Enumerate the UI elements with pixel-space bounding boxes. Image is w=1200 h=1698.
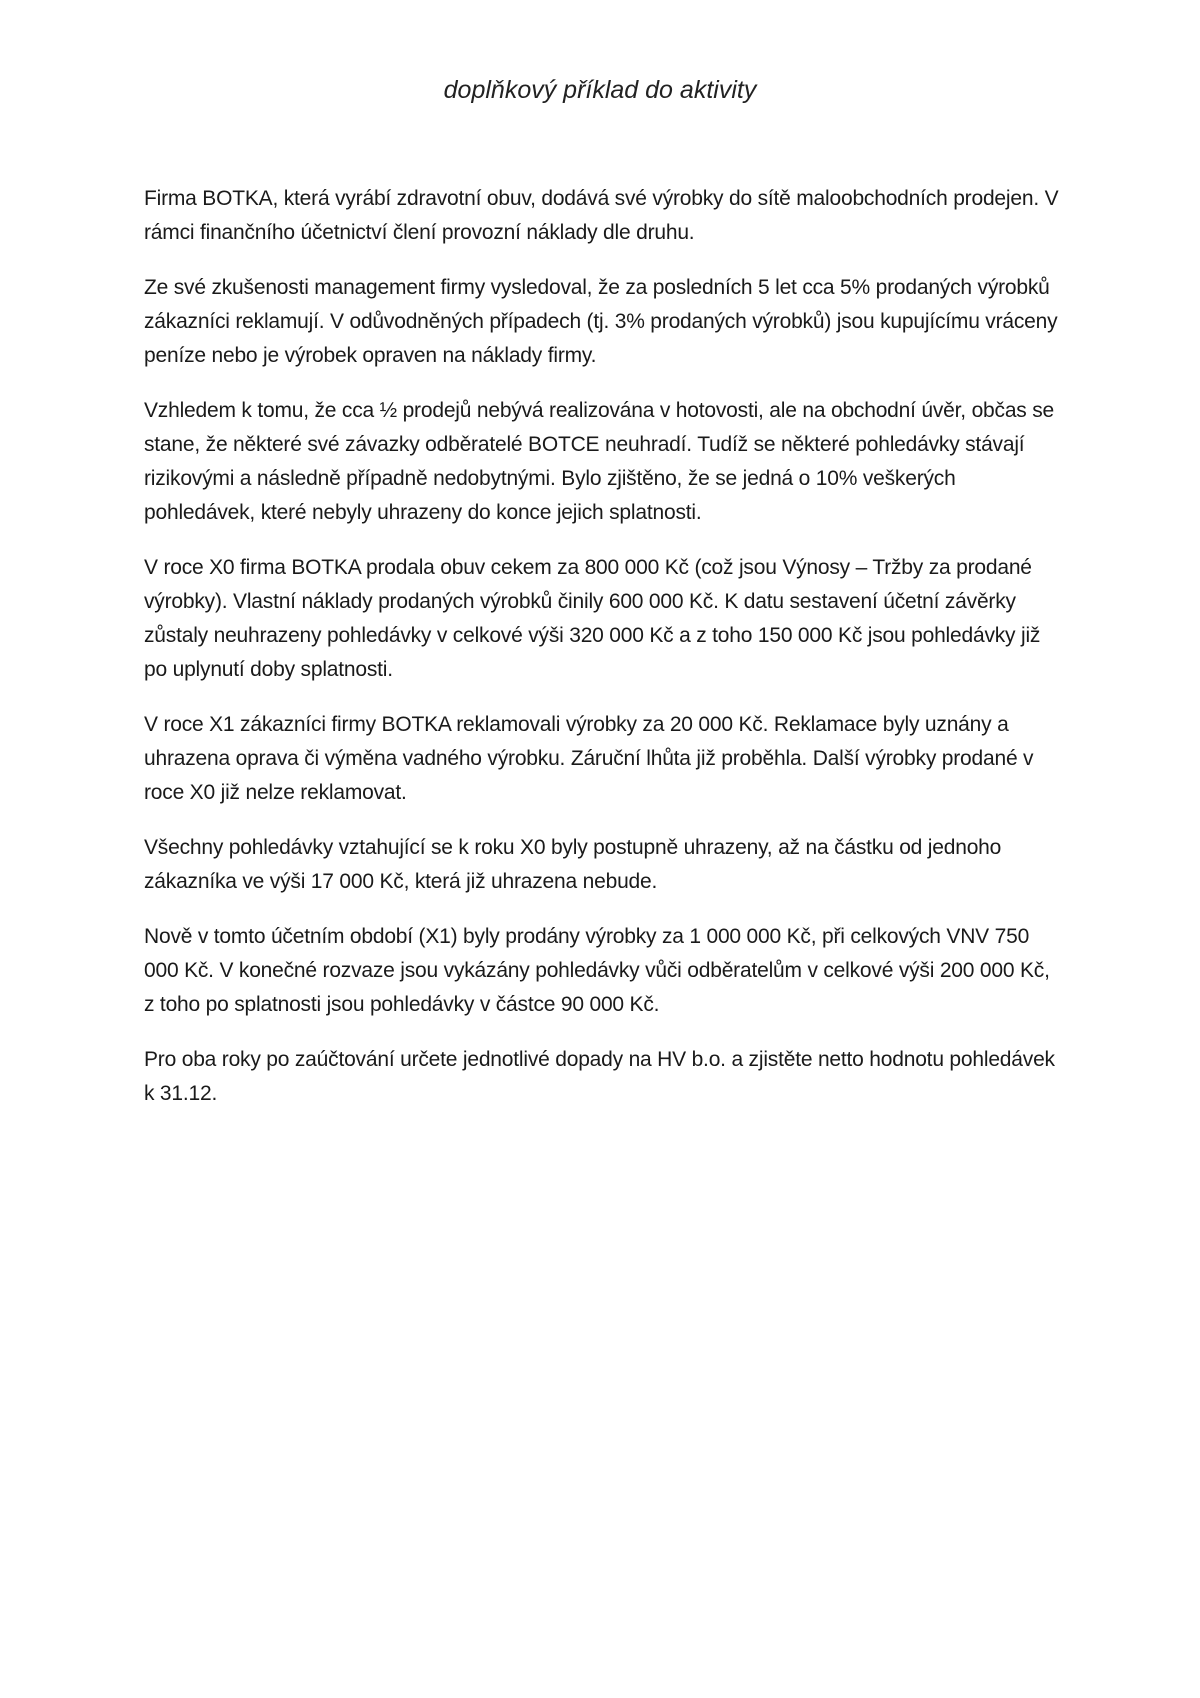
paragraph-year-x0: V roce X0 firma BOTKA prodala obuv cekem za 800 000 Kč (což jsou Výnosy – Tržby za prodané výrobky). Vlastní náklady prodaných výrobků činily 600 000 Kč. K datu sestavení účetní závěrky zůstaly neuhrazeny pohledávky v celkové výši 320 000 Kč a z toho 150 000 Kč jsou pohledávky již po uplynutí doby splatnosti. bbox=[144, 556, 1041, 681]
document-title: doplňkový příklad do aktivity bbox=[443, 76, 757, 104]
paragraph-complaints: Ze své zkušenosti management firmy vysledoval, že za posledních 5 let cca 5% prodaných výrobků zákazníci reklamují. V odůvodněných případech (tj. 3% prodaných výrobků) jsou kupujícímu vráceny peníze nebo je výrobek opraven na náklady firmy. bbox=[144, 276, 1058, 367]
paragraph-receivables-risk: Vzhledem k tomu, že cca ½ prodejů nebývá realizována v hotovosti, ale na obchodní úvěr, občas se stane, že některé své závazky odběratelé BOTCE neuhradí. Tudíž se některé pohledávky stávají rizikovými a následně případně nedobytnými. Bylo zjištěno, že se jedná o 10% veškerých pohledávek, které nebyly uhrazeny do konce jejich splatnosti. bbox=[144, 399, 1055, 524]
paragraph-task: Pro oba roky po zaúčtování určete jednotlivé dopady na HV b.o. a zjistěte netto hodnotu pohledávek k 31.12. bbox=[144, 1048, 1055, 1105]
document-body bbox=[144, 182, 1064, 1132]
paragraph-year-x1-sales: Nově v tomto účetním období (X1) byly prodány výrobky za 1 000 000 Kč, při celkových VNV 750 000 Kč. V konečné rozvaze jsou vykázány pohledávky vůči odběratelům v celkové výši 200 000 Kč, z toho po splatnosti jsou pohledávky v částce 90 000 Kč. bbox=[144, 925, 1050, 1016]
paragraph-year-x1-complaints: V roce X1 zákazníci firmy BOTKA reklamovali výrobky za 20 000 Kč. Reklamace byly uznány a uhrazena oprava či výměna vadného výrobku. Záruční lhůta již proběhla. Další výrobky prodané v roce X0 již nelze reklamovat. bbox=[144, 713, 1034, 804]
paragraph-receivables-settled: Všechny pohledávky vztahující se k roku X0 byly postupně uhrazeny, až na částku od jednoho zákazníka ve výši 17 000 Kč, která již uhrazena nebude. bbox=[144, 836, 1002, 893]
paragraph-company-intro: Firma BOTKA, která vyrábí zdravotní obuv, dodává své výrobky do sítě maloobchodních prodejen. V rámci finančního účetnictví člení provozní náklady dle druhu. bbox=[144, 187, 1059, 244]
